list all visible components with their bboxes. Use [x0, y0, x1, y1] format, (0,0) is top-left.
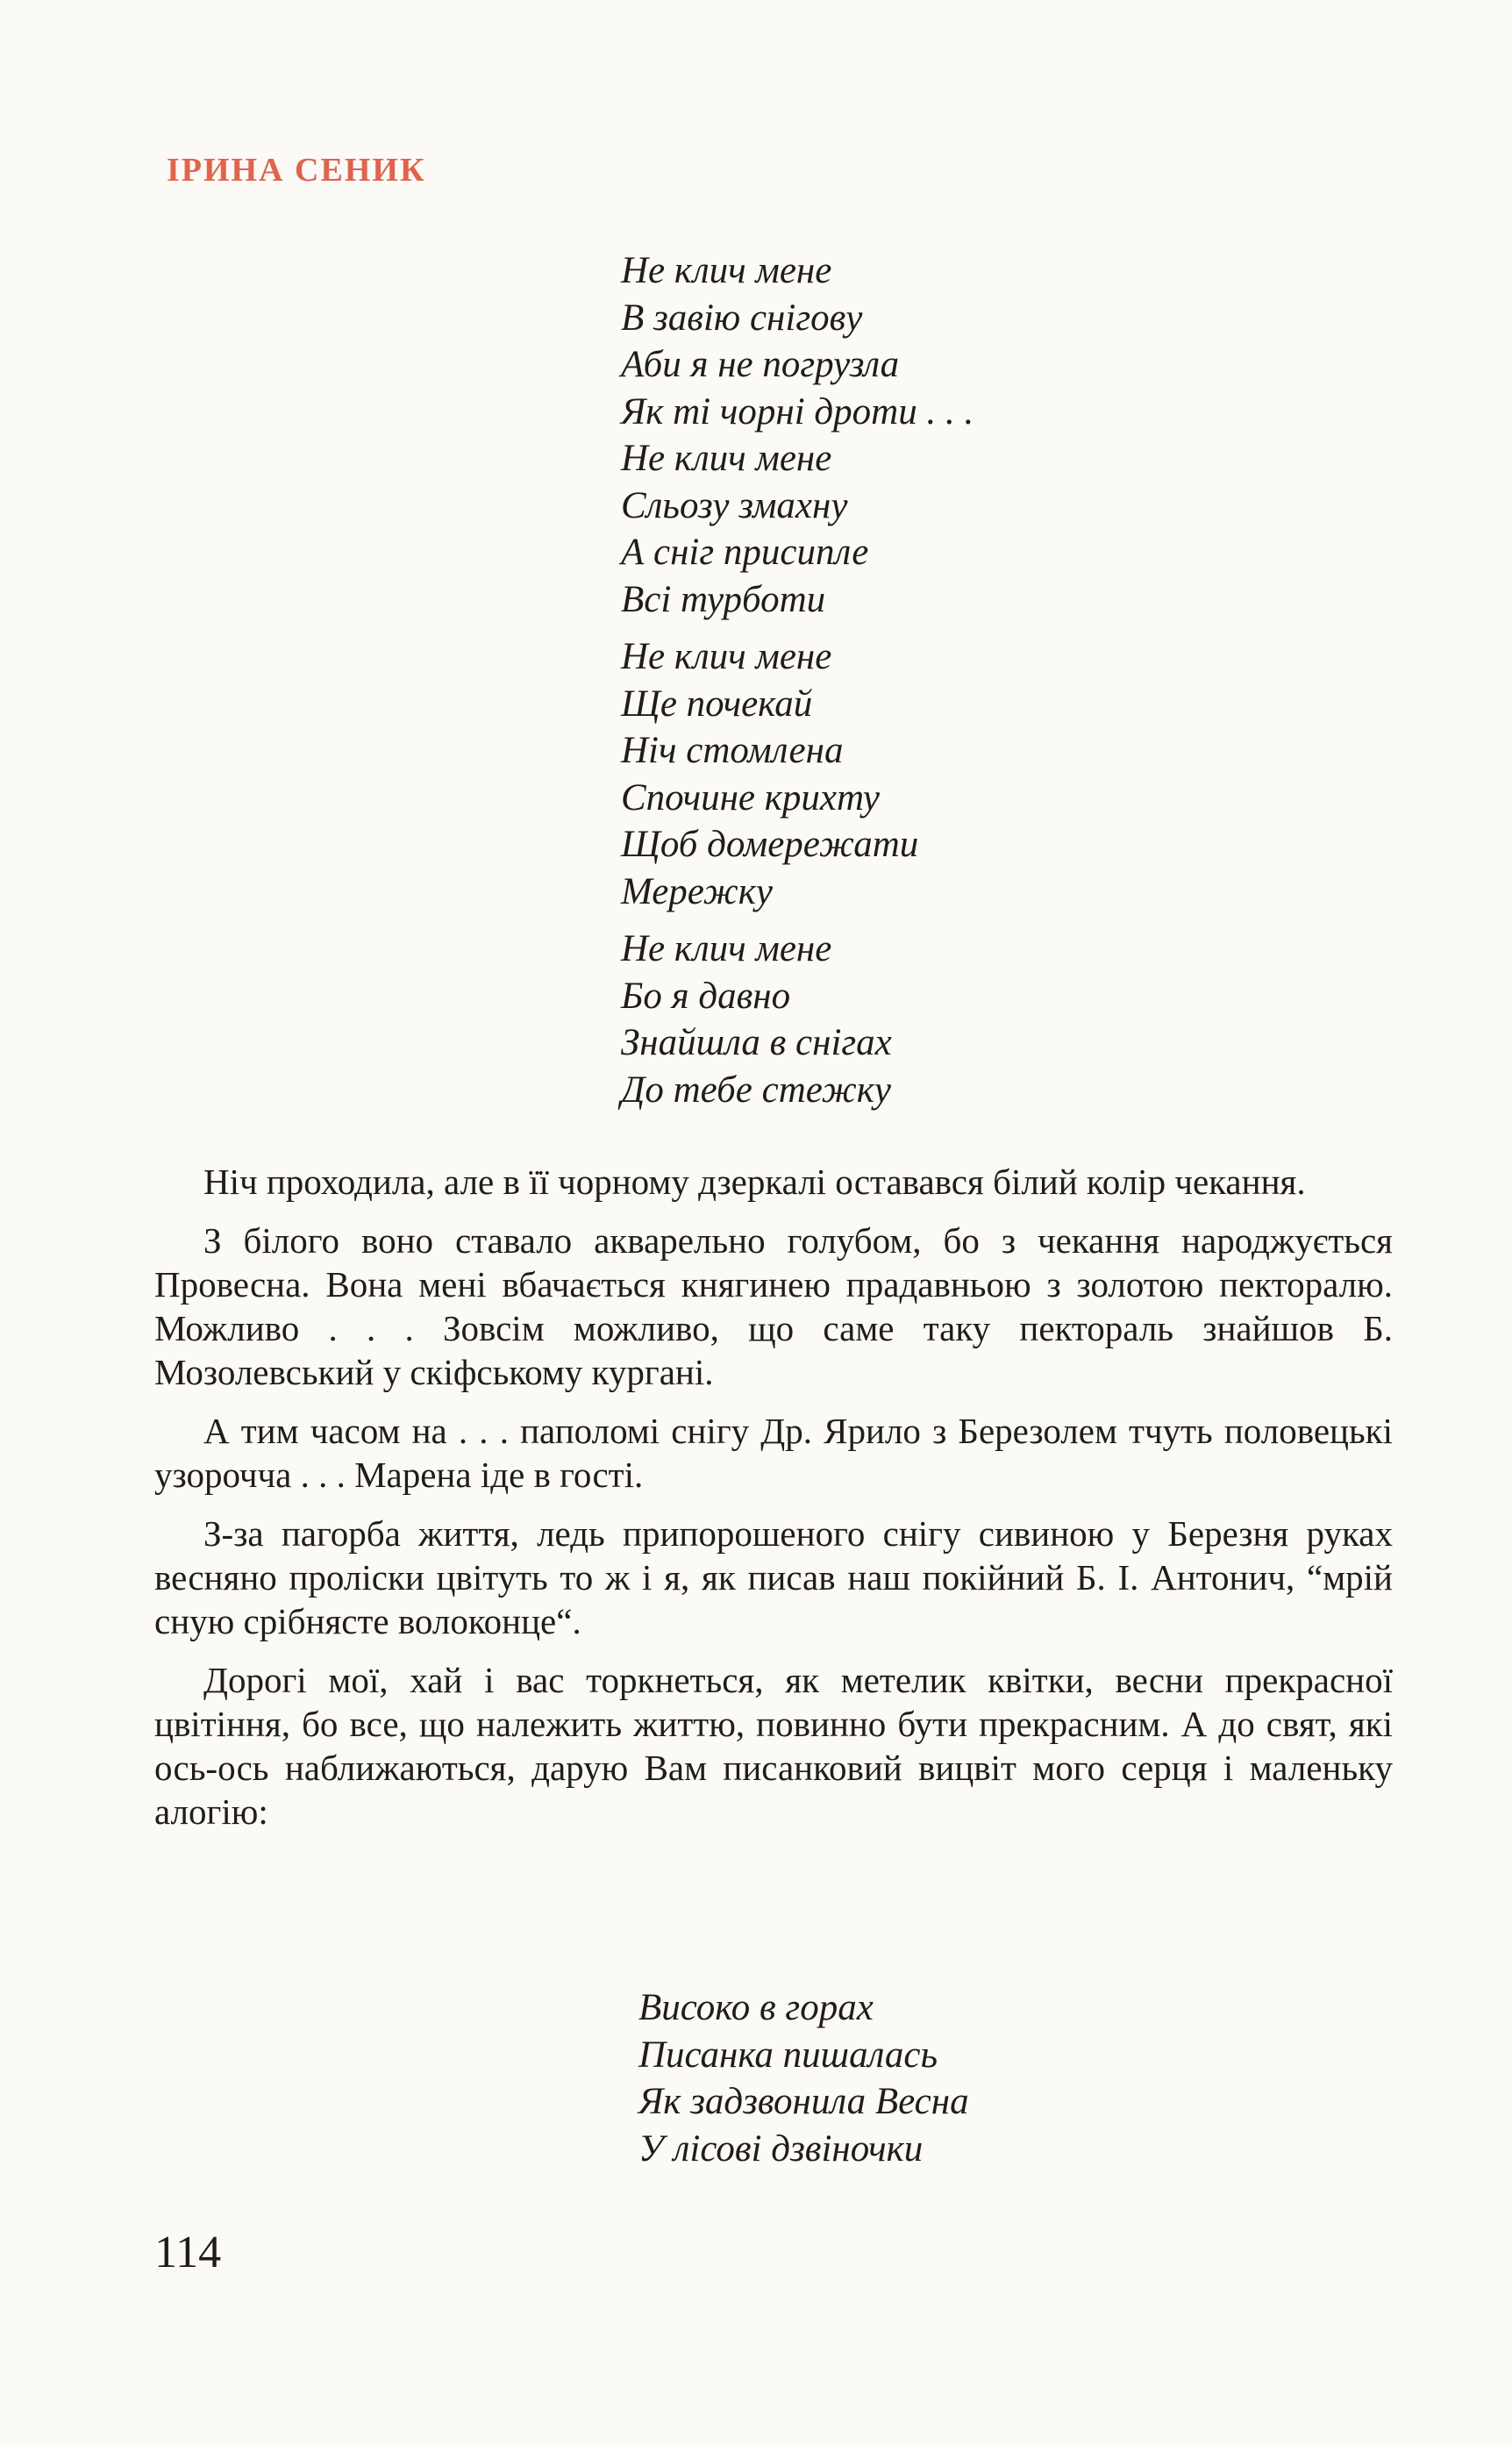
poem-line: Не клич мене — [621, 636, 832, 677]
poem-line: У лісові дзвіночки — [638, 2127, 924, 2170]
prose-paragraph: З білого воно ставало акварельно голубом, бо з чекання народжується Провесна. Вона мені вбачається княгинею прадавньою з золотою пекторалю. Можливо . . . Зовсім можливо, що саме таку пектораль знайшов Б. Мозолевський у скіфському кургані. — [154, 1220, 1393, 1392]
poem-line: Високо в горах — [638, 1987, 874, 2028]
poem-line: Не клич мене — [621, 438, 832, 479]
poem-line: Бо я давно — [621, 975, 791, 1017]
poem-stanza — [621, 633, 974, 915]
poem-line: Ніч стомлена — [621, 730, 844, 771]
poem-line: Всі турботи — [621, 578, 826, 620]
poem-line: Спочине крихту — [621, 776, 881, 819]
poem-stanza — [638, 1984, 969, 2172]
poem-snow — [621, 247, 974, 1124]
poem-line: Як задзвонила Весна — [638, 2081, 969, 2122]
prose-paragraph: Дорогі мої, хай і вас торкнеться, як метелик квітки, весни прекрасної цвітіння, бо все, що належить життю, повинно бути прекрасним. А до свят, які ось-ось наближаються, дарую Вам писанковий вицвіт мого серця і маленьку алогію: — [154, 1660, 1393, 1832]
poem-line: Не клич мене — [621, 928, 832, 969]
poem-line: Знайшла в снігах — [621, 1022, 892, 1063]
poem-line: До тебе стежку — [621, 1069, 891, 1111]
poem-line: Як ті чорні дроти . . . — [621, 390, 974, 433]
prose-body — [154, 1160, 1393, 1848]
poem-easter-egg — [638, 1984, 969, 2183]
prose-paragraph: А тим часом на . . . паполомі снігу Др. Ярило з Березолем тчуть половецькі узорочча . . . Марена іде в гості. — [154, 1411, 1393, 1495]
poem-line: Не клич мене — [621, 250, 832, 291]
poem-line: А сніг присипле — [621, 532, 869, 573]
poem-line: Сльозу змахну — [621, 484, 848, 526]
poem-line: Аби я не погрузла — [621, 344, 900, 385]
prose-paragraph: З-за пагорба життя, ледь припорошеного снігу сивиною у Березня руках весняно проліски цвітуть то ж і я, як писав наш покійний Б. І. Антонич, “мрій сную срібнясте волоконце“. — [154, 1513, 1393, 1641]
poem-line: Ще почекай — [621, 683, 813, 725]
poem-line: Писанка пишалась — [638, 2034, 938, 2076]
poem-line: В завію снігову — [621, 297, 863, 339]
poem-line: Мережку — [621, 870, 774, 912]
poem-stanza — [621, 247, 974, 623]
running-head: ІРИНА СЕНИК — [167, 152, 426, 189]
poem-stanza — [621, 926, 974, 1113]
page-number: 114 — [154, 2227, 222, 2277]
prose-paragraph: Ніч проходила, але в її чорному дзеркалі оставався білий колір чекання. — [203, 1162, 1306, 1202]
poem-line: Щоб домережати — [621, 824, 919, 865]
